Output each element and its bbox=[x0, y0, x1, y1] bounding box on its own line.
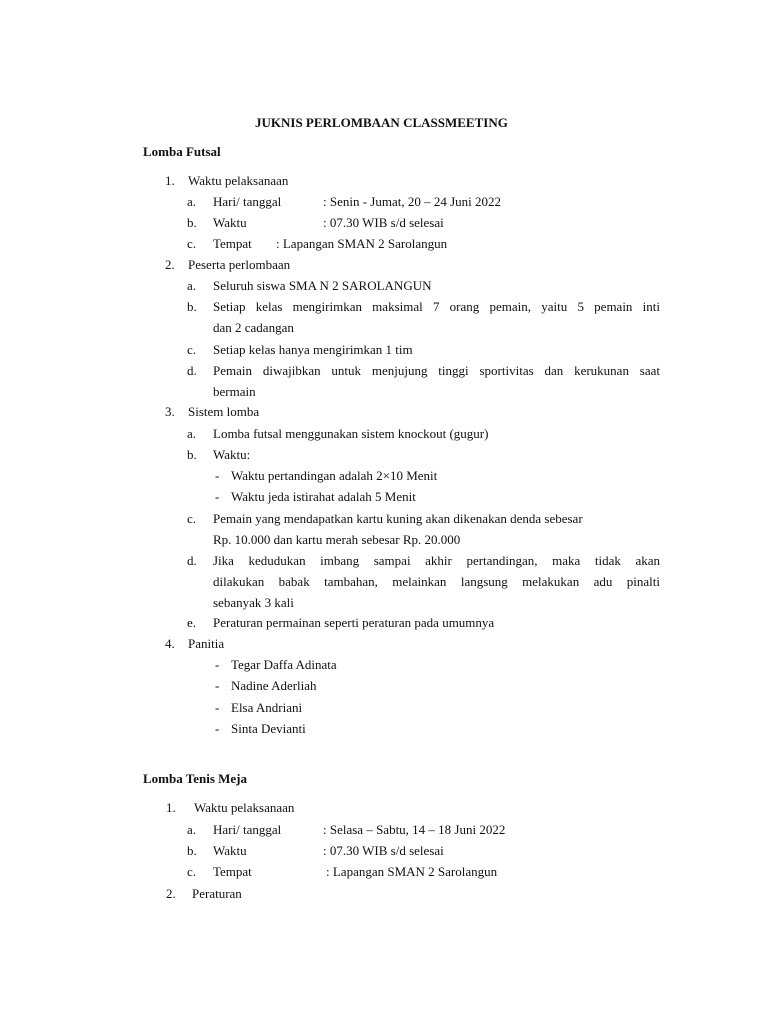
field-label: Waktu bbox=[213, 843, 247, 858]
list-number: 2. bbox=[166, 886, 176, 901]
list-number: 4. bbox=[165, 636, 175, 651]
field-value: : 07.30 WIB s/d selesai bbox=[323, 843, 444, 858]
committee-member: Tegar Daffa Adinata bbox=[231, 657, 337, 672]
sub-list-marker: a. bbox=[187, 426, 197, 441]
sub-list-marker: c. bbox=[187, 236, 197, 251]
sub-list-marker: b. bbox=[187, 843, 197, 858]
section-heading-futsal: Lomba Futsal bbox=[143, 144, 221, 159]
list-item-label: Sistem lomba bbox=[188, 404, 260, 419]
list-item-label: Peraturan bbox=[192, 886, 242, 901]
dash-marker: - bbox=[215, 721, 220, 736]
sub-list-marker: d. bbox=[187, 553, 197, 568]
committee-member: Sinta Devianti bbox=[231, 721, 306, 736]
section-heading-tenis-meja: Lomba Tenis Meja bbox=[143, 771, 248, 786]
field-label: Tempat bbox=[213, 864, 252, 879]
list-item-text: Jika kedudukan imbang sampai akhir pertandingan, maka tidak akan bbox=[213, 553, 660, 568]
list-item-text: Lomba futsal menggunakan sistem knockout (gugur) bbox=[213, 426, 489, 441]
field-value: : Lapangan SMAN 2 Sarolangun bbox=[326, 864, 498, 879]
sub-list-marker: c. bbox=[187, 864, 197, 879]
sub-list-marker: a. bbox=[187, 822, 197, 837]
list-item-text: Pemain yang mendapatkan kartu kuning akan dikenakan denda sebesar bbox=[213, 511, 583, 526]
list-item-text: Peraturan permainan seperti peraturan pada umumnya bbox=[213, 615, 495, 630]
list-item-text-continued: sebanyak 3 kali bbox=[213, 595, 294, 610]
list-item-label: Peserta perlombaan bbox=[188, 257, 291, 272]
field-label: Hari/ tanggal bbox=[213, 194, 282, 209]
list-number: 3. bbox=[165, 404, 175, 419]
dash-marker: - bbox=[215, 657, 220, 672]
field-value: : Selasa – Sabtu, 14 – 18 Juni 2022 bbox=[323, 822, 506, 837]
list-item-text-continued: dan 2 cadangan bbox=[213, 320, 294, 335]
sub-list-marker: b. bbox=[187, 215, 197, 230]
list-item-text: Seluruh siswa SMA N 2 SAROLANGUN bbox=[213, 278, 432, 293]
sub-list-marker: b. bbox=[187, 299, 197, 314]
list-item-text: Waktu: bbox=[213, 447, 251, 462]
list-item-text: Setiap kelas mengirimkan maksimal 7 orang pemain, yaitu 5 pemain inti bbox=[213, 299, 660, 314]
document-title: JUKNIS PERLOMBAAN CLASSMEETING bbox=[255, 115, 508, 130]
sub-list-marker: b. bbox=[187, 447, 197, 462]
sub-list-marker: c. bbox=[187, 342, 197, 357]
sub-list-marker: a. bbox=[187, 278, 197, 293]
list-item-text: Waktu pertandingan adalah 2×10 Menit bbox=[231, 468, 438, 483]
list-item-text-continued: Rp. 10.000 dan kartu merah sebesar Rp. 20.000 bbox=[213, 532, 461, 547]
list-item-text: Pemain diwajibkan untuk menjujung tinggi sportivitas dan kerukunan saat bbox=[213, 363, 660, 378]
sub-list-marker: d. bbox=[187, 363, 197, 378]
field-label: Hari/ tanggal bbox=[213, 822, 282, 837]
list-item-text-continued: dilakukan babak tambahan, melainkan langsung melakukan adu pinalti bbox=[213, 574, 660, 589]
list-item-text: Setiap kelas hanya mengirimkan 1 tim bbox=[213, 342, 413, 357]
list-item-label: Waktu pelaksanaan bbox=[188, 173, 289, 188]
field-value: : 07.30 WIB s/d selesai bbox=[323, 215, 444, 230]
list-number: 1. bbox=[166, 800, 176, 815]
field-label: Tempat bbox=[213, 236, 252, 251]
field-value: : Lapangan SMAN 2 Sarolangun bbox=[276, 236, 448, 251]
dash-marker: - bbox=[215, 489, 220, 504]
field-label: Waktu bbox=[213, 215, 247, 230]
list-item-label: Waktu pelaksanaan bbox=[194, 800, 295, 815]
sub-list-marker: a. bbox=[187, 194, 197, 209]
committee-member: Nadine Aderliah bbox=[231, 678, 317, 693]
sub-list-marker: e. bbox=[187, 615, 197, 630]
list-item-text: Waktu jeda istirahat adalah 5 Menit bbox=[231, 489, 416, 504]
dash-marker: - bbox=[215, 678, 220, 693]
list-number: 2. bbox=[165, 257, 175, 272]
dash-marker: - bbox=[215, 468, 220, 483]
committee-member: Elsa Andriani bbox=[231, 700, 303, 715]
dash-marker: - bbox=[215, 700, 220, 715]
sub-list-marker: c. bbox=[187, 511, 197, 526]
list-item-text-continued: bermain bbox=[213, 384, 256, 399]
list-number: 1. bbox=[165, 173, 175, 188]
list-item-label: Panitia bbox=[188, 636, 225, 651]
field-value: : Senin - Jumat, 20 – 24 Juni 2022 bbox=[323, 194, 502, 209]
